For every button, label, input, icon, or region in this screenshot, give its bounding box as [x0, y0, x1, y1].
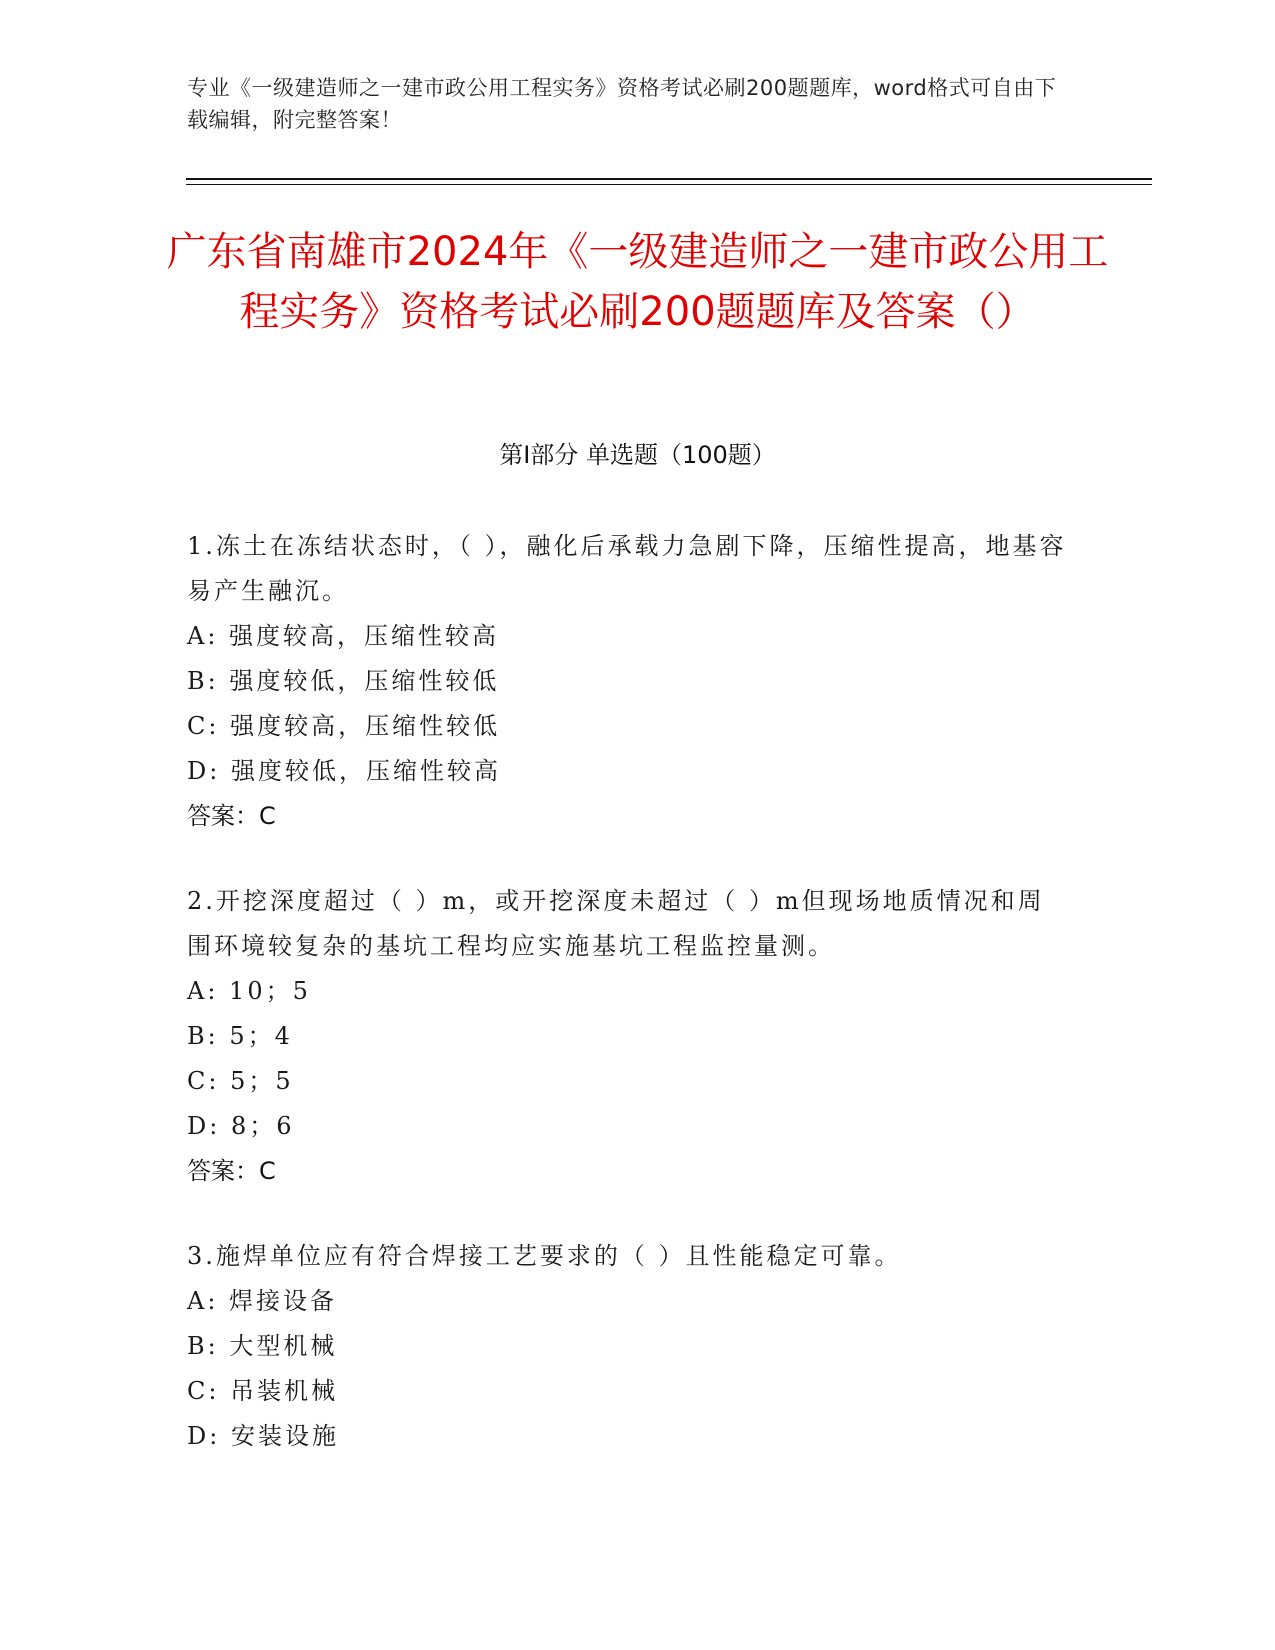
- answer: 答案：C: [187, 802, 276, 830]
- option-d: D: 安装设施: [187, 1422, 339, 1450]
- option-a: A: 强度较高，压缩性较高: [187, 622, 500, 650]
- option-b: B: 大型机械: [187, 1332, 338, 1360]
- option-c: C: 5；5: [187, 1067, 294, 1095]
- question-2: [187, 879, 1067, 1194]
- question-stem: 1.冻土在冻结状态时，（ ），融化后承载力急剧下降，压缩性提高，地基容易产生融沉。: [187, 532, 1067, 605]
- question-list: [187, 524, 1067, 1499]
- answer: 答案：C: [187, 1157, 276, 1185]
- header-note: 专业《一级建造师之一建市政公用工程实务》资格考试必刷200题题库，word格式可自由下载编辑，附完整答案！: [187, 76, 1057, 132]
- question-stem: 3.施焊单位应有符合焊接工艺要求的（ ）且性能稳定可靠。: [187, 1242, 902, 1270]
- option-b: B: 强度较低，压缩性较低: [187, 667, 500, 695]
- option-a: A: 焊接设备: [187, 1287, 338, 1315]
- section-title: 第Ⅰ部分 单选题（100题）: [499, 441, 776, 469]
- option-d: D: 8；6: [187, 1112, 295, 1140]
- header-divider-thin: [186, 184, 1152, 185]
- document-title: 广东省南雄市2024年《一级建造师之一建市政公用工程实务》资格考试必刷200题题库及答案（）: [166, 229, 1109, 335]
- question-1: [187, 524, 1067, 839]
- option-b: B: 5；4: [187, 1022, 293, 1050]
- option-c: C: 吊装机械: [187, 1377, 339, 1405]
- question-stem: 2.开挖深度超过（ ）m，或开挖深度未超过（ ）m但现场地质情况和周围环境较复杂的基坑工程均应实施基坑工程监控量测。: [187, 887, 1045, 960]
- header-divider-thick: [186, 178, 1152, 180]
- question-3: [187, 1234, 1067, 1459]
- option-a: A: 10；5: [187, 977, 311, 1005]
- option-d: D: 强度较低，压缩性较高: [187, 757, 501, 785]
- option-c: C: 强度较高，压缩性较低: [187, 712, 501, 740]
